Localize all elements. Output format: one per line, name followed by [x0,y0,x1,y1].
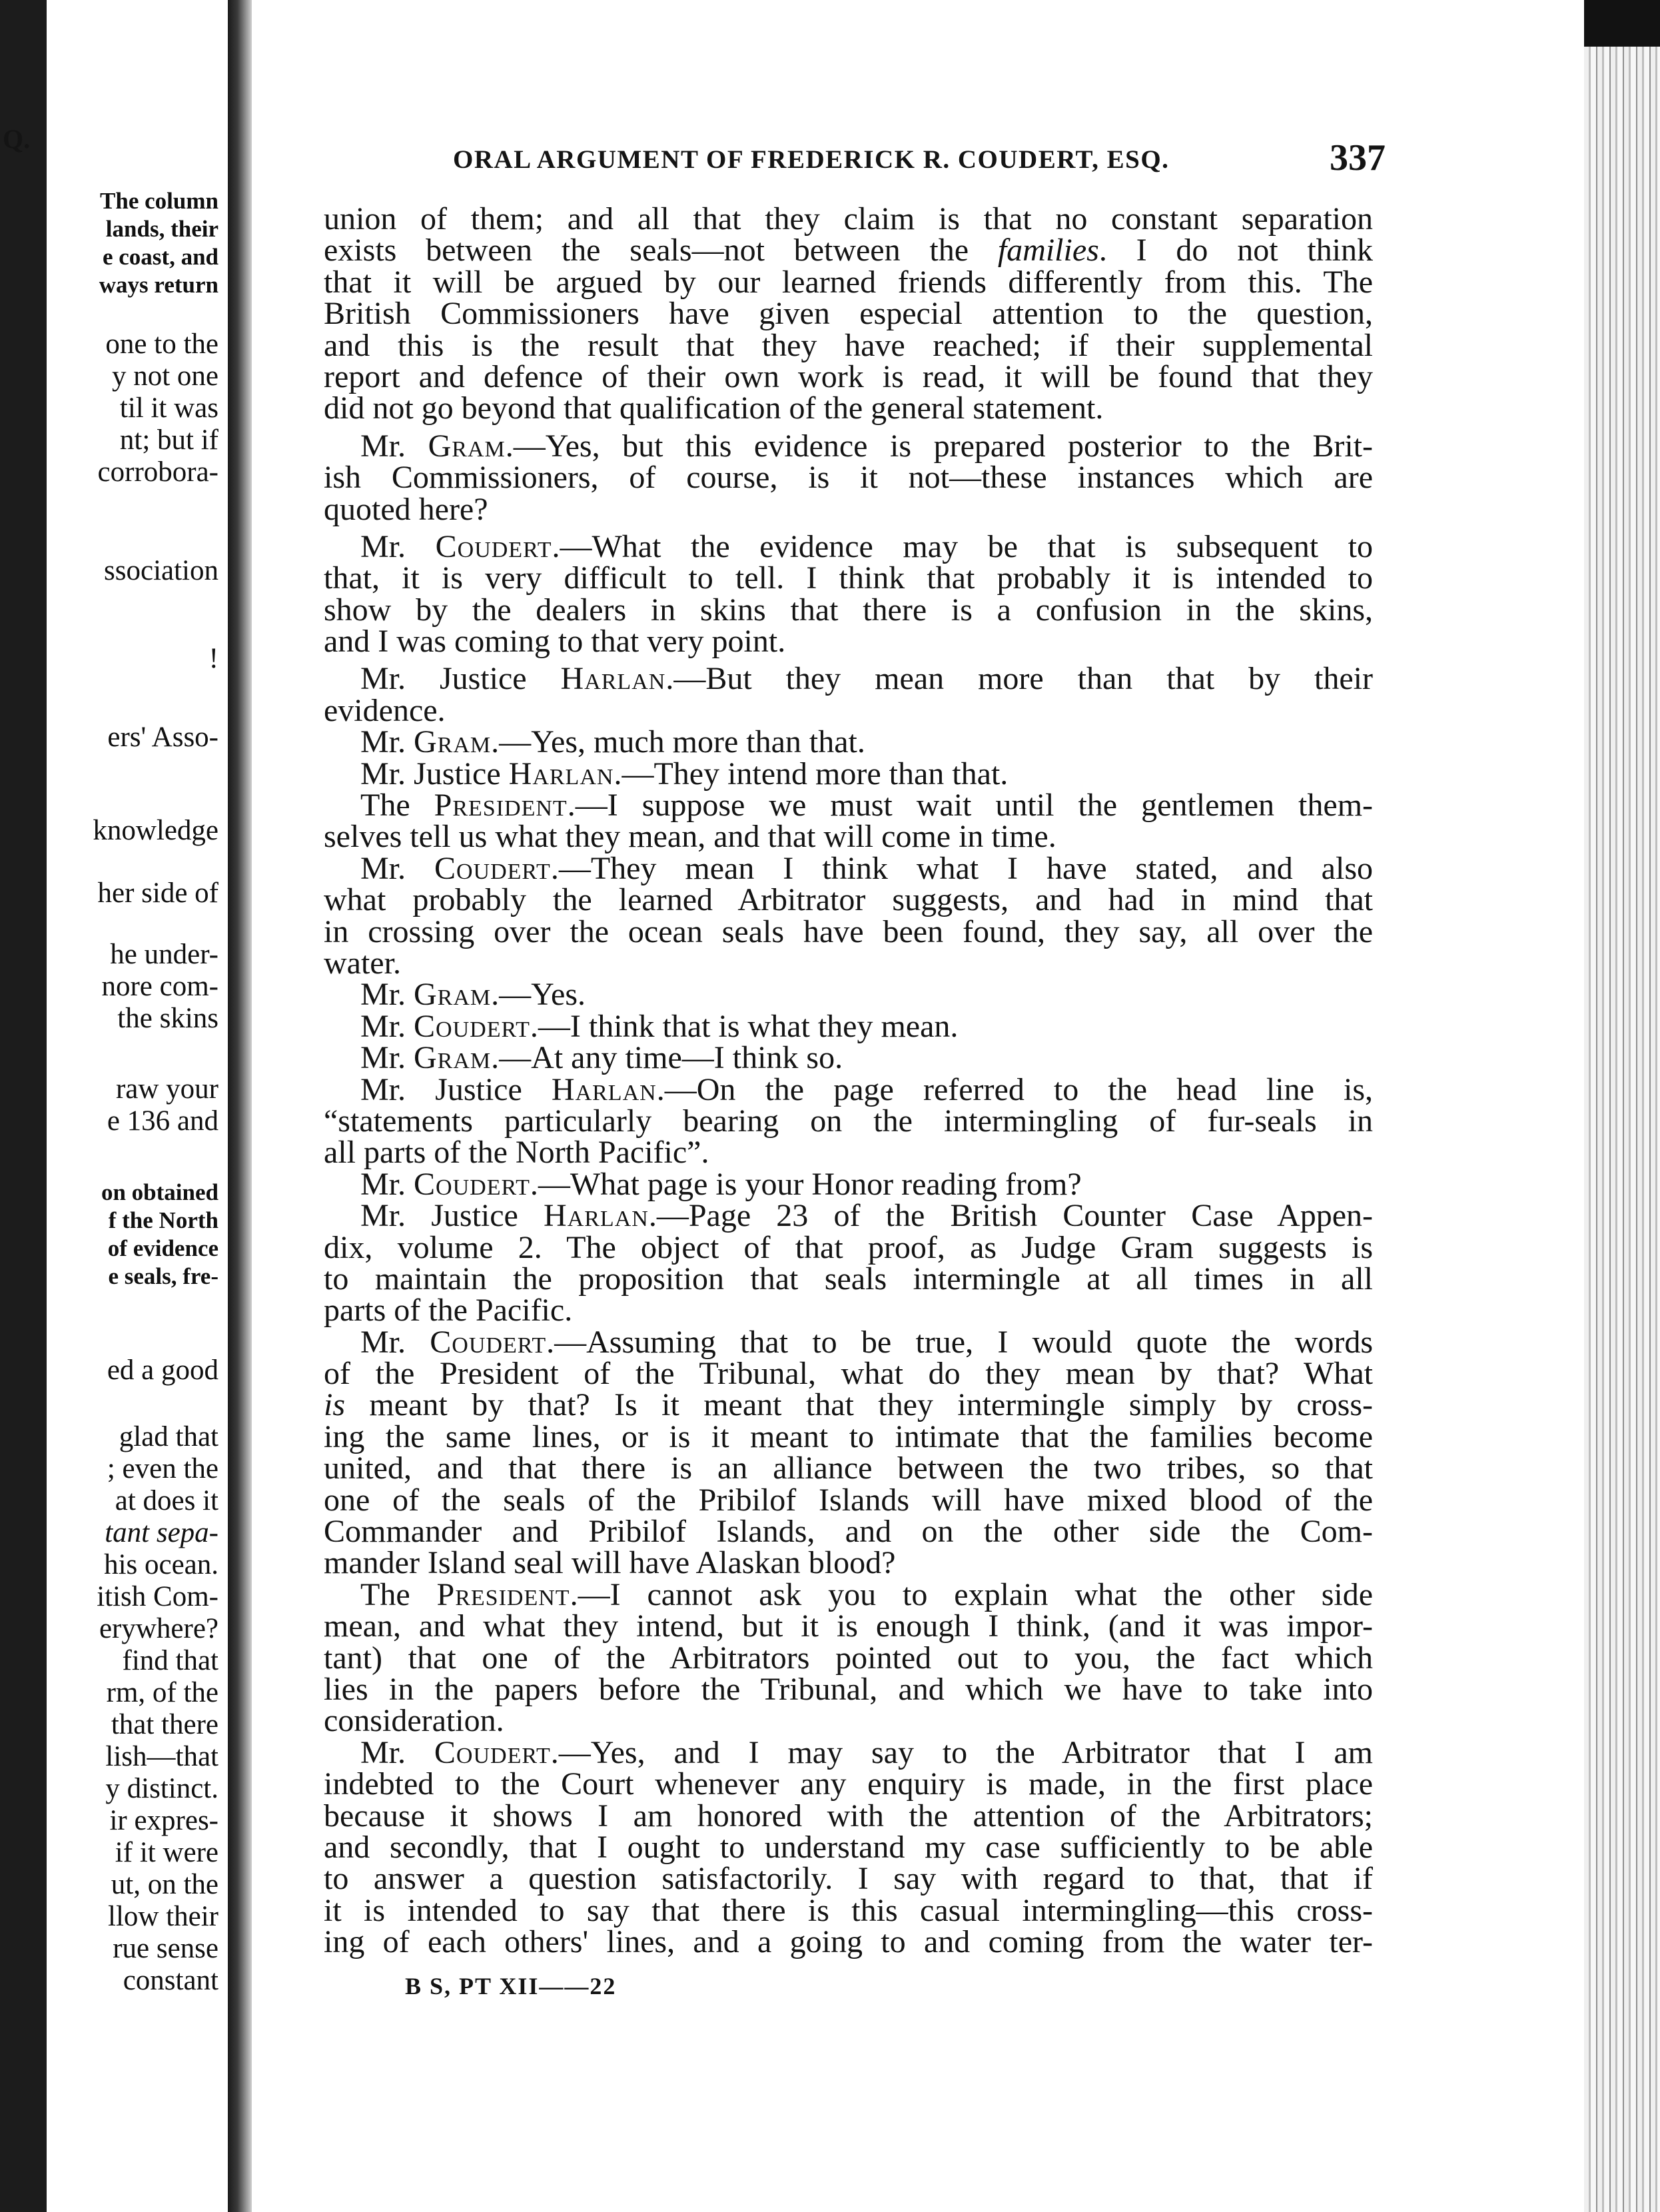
previous-page-line: e 136 and [107,1105,218,1137]
text-line: in crossing over the ocean seals have been found, they say, all over the [324,913,1373,949]
previous-page-line: erywhere? [99,1613,218,1644]
previous-page-head-fragment: Q. [3,124,31,154]
text-line: ish Commissioners, of course, is it not—these instances which are [324,460,1373,496]
previous-page-line: her side of [97,877,218,909]
speaker-name: Coudert [434,1734,551,1770]
paragraph [324,1071,1374,1171]
paragraph [324,1166,1373,1202]
previous-page-line: ed a good [107,1355,218,1386]
text-line: of the President of the Tribunal, what do they mean by that? What [324,1356,1373,1392]
paragraph [324,977,1373,1013]
page-number: 337 [1330,137,1386,179]
previous-page-line: corrobora- [97,456,218,488]
text-line: it is intended to say that there is this casual intermingling—this cross- [324,1892,1373,1928]
paragraph [324,1324,1374,1581]
previous-page-line: llow their [108,1901,218,1932]
previous-page-line: that there [111,1709,218,1740]
text-line: all parts of the North Pacific”. [324,1135,709,1171]
previous-page-line: of evidence [107,1235,218,1261]
text-line: selves tell us what they mean, and that will come in time. [324,819,1056,855]
previous-page-line: the skins [117,1003,218,1034]
previous-page-line: if it were [115,1837,218,1868]
previous-page-line: knowledge [93,815,218,846]
previous-page-fragment [0,0,228,2212]
text-line: Mr. Gram.—Yes, but this evidence is prepared posterior to the Brit- [360,428,1373,464]
text-line: one of the seals of the Pribilof Islands will have mixed blood of the [324,1482,1373,1518]
previous-page-line: ; even the [107,1453,218,1484]
speaker-name: Gram [428,428,506,464]
speaker-name: Harlan [560,661,666,697]
previous-page-line: his ocean. [104,1549,218,1580]
previous-page-line: constant [123,1965,218,1996]
previous-page-line: ways return [99,272,218,298]
text-line: that, it is very difficult to tell. I think that probably it is intended to [324,560,1373,596]
previous-page-line: e seals, fre- [108,1263,218,1289]
speaker-name: Coudert [414,1008,530,1044]
text-line: united, and that there is an alliance between the two tribes, so that [324,1450,1373,1486]
text-line: parts of the Pacific. [324,1293,573,1329]
text-line: what probably the learned Arbitrator suggests, and had in mind that [324,882,1373,918]
text-line: Mr. Coudert.—They mean I think what I have stated, and also [360,850,1374,886]
text-line: mean, and what they intend, but it is enough I think, (and it was impor- [324,1608,1373,1644]
text-line: British Commissioners have given especial attention to the question, [324,296,1373,332]
text-line: to answer a question satisfactorily. I say with regard to that, that if [324,1861,1373,1897]
speaker-name: Coudert [414,1166,530,1202]
previous-page-line: ssociation [104,555,218,586]
previous-page-line: glad that [119,1421,218,1452]
speaker-name: Harlan [508,756,614,792]
text-line: Mr. Coudert.—I think that is what they mean. [360,1008,959,1044]
paragraph [324,1734,1374,1960]
previous-page-line: til it was [119,392,218,424]
text-line: The President.—I suppose we must wait until the gentlemen them- [360,788,1374,824]
text-line: quoted here? [324,491,488,527]
paragraph [324,726,1373,758]
text-line: Mr. Coudert.—Yes, and I may say to the Arbitrator that I am [360,1734,1374,1770]
text-line: Mr. Coudert.—What the evidence may be that is subsequent to [360,528,1374,564]
text-line: Mr. Coudert.—Assuming that to be true, I would quote the words [360,1324,1374,1360]
previous-page-line: at does it [115,1485,218,1516]
previous-page-line: f the North [108,1207,218,1233]
previous-page-line: itish Com- [97,1581,218,1612]
text-line: Mr. Justice Harlan.—They intend more than that. [360,756,1009,792]
speaker-name: Gram [414,977,492,1013]
scan-right-border [1584,0,1660,47]
paragraph [324,850,1374,981]
speaker-name: Harlan [551,1071,657,1107]
previous-page-line: ers' Asso- [107,722,218,753]
previous-page-line: lish—that [105,1741,218,1772]
previous-page-line: y distinct. [105,1773,218,1804]
text-line: and secondly, that I ought to understand my case sufficiently to be able [324,1829,1373,1865]
previous-page-line: ut, on the [111,1869,218,1900]
previous-page-line: nore com- [101,971,218,1002]
previous-page-line: one to the [105,328,218,360]
text-line: Mr. Justice Harlan.—Page 23 of the British Counter Case Appen- [360,1198,1373,1234]
paragraph [324,790,1373,853]
text-line: Mr. Justice Harlan.—On the page referred to the head line is, [360,1071,1374,1107]
text-line: indebted to the Court whenever any enquiry is made, in the first place [324,1766,1373,1802]
text-line: Mr. Gram.—At any time—I think so. [360,1040,843,1076]
speaker-name: Coudert [430,1324,547,1360]
text-line: did not go beyond that qualification of the general statement. [324,390,1104,426]
paragraph [324,1008,1373,1044]
paragraph [324,758,1373,790]
printer-signature-mark: B S, PT XII——22 [405,1973,617,1999]
previous-page-line: rm, of the [106,1677,218,1708]
paragraph [324,528,1374,660]
previous-page-line: ! [208,643,218,674]
text-line: Mr. Gram.—Yes. [360,977,586,1013]
text-line: mander Island seal will have Alaskan blood? [324,1545,896,1581]
text-line: consideration. [324,1703,504,1739]
speaker-name: Gram [414,724,492,760]
text-line: show by the dealers in skins that there is a confusion in the skins, [324,592,1373,628]
text-line: report and defence of their own work is read, it will be found that they [324,358,1373,394]
paragraph [324,1040,1373,1076]
previous-page-line: The column [100,188,218,214]
text-line: to maintain the proposition that seals intermingle at all times in all [324,1261,1373,1297]
previous-page-line: tant sepa- [105,1517,218,1548]
text-line: “statements particularly bearing on the intermingling of fur-seals in [324,1103,1373,1139]
body-text [324,201,1374,1960]
book-gutter [228,0,252,2212]
paragraph [324,1576,1374,1739]
paragraph [324,430,1373,525]
speaker-name: Harlan [544,1198,649,1234]
text-line: tant) that one of the Arbitrators pointed out to you, the fact which [324,1640,1373,1676]
emphasis: is [324,1387,346,1423]
text-line: exists between the seals—not between the families. I do not think [324,233,1373,269]
previous-page-line: rue sense [113,1933,218,1964]
previous-page-line: find that [122,1645,218,1676]
text-line: that it will be argued by our learned friends differently from this. The [324,264,1373,300]
running-head: ORAL ARGUMENT OF FREDERICK R. COUDERT, ESQ. [453,145,1170,174]
text-line: Mr. Justice Harlan.—But they mean more than that by their [360,661,1374,697]
previous-page-line: e coast, and [102,244,218,270]
text-line: and this is the result that they have reached; if their supplemental [324,327,1373,363]
text-line: evidence. [324,692,446,728]
text-line: dix, volume 2. The object of that proof, as Judge Gram suggests is [324,1229,1373,1265]
page-block-edges [1584,47,1660,2212]
previous-page-line: y not one [111,360,218,392]
paragraph [324,663,1373,726]
speaker-name: President [436,1576,570,1612]
text-line: Commander and Pribilof Islands, and on the other side the Com- [324,1514,1373,1550]
previous-page-line: ir expres- [109,1805,218,1836]
previous-page-line: raw your [115,1073,218,1105]
previous-page-line: nt; but if [119,424,218,456]
text-line: and I was coming to that very point. [324,624,786,660]
text-line: lies in the papers before the Tribunal, and which we have to take into [324,1671,1373,1707]
speaker-name: Coudert [435,528,552,564]
text-line: Mr. Gram.—Yes, much more than that. [360,724,865,760]
speaker-name: President [434,788,568,824]
previous-page-line: on obtained [101,1179,218,1205]
text-line: ing the same lines, or is it meant to intimate that the families become [324,1418,1373,1454]
text-line: union of them; and all that they claim is that no constant separation [324,201,1373,237]
text-line: water. [324,945,401,981]
paragraph [324,1200,1373,1327]
page-header [453,137,1386,185]
speaker-name: Gram [414,1040,492,1076]
paragraph [324,203,1373,424]
previous-page-line: he under- [110,939,218,970]
text-line: is meant by that? Is it meant that they intermingle simply by cross- [324,1387,1373,1423]
emphasis: families [997,233,1099,269]
text-line: because it shows I am honored with the attention of the Arbitrators; [324,1798,1373,1834]
text-line: ing of each others' lines, and a going to and coming from the water ter- [324,1924,1373,1960]
text-line: Mr. Coudert.—What page is your Honor reading from? [360,1166,1082,1202]
speaker-name: Coudert [434,850,551,886]
previous-page-line: lands, their [105,216,218,242]
text-line: The President.—I cannot ask you to explain what the other side [360,1576,1374,1612]
